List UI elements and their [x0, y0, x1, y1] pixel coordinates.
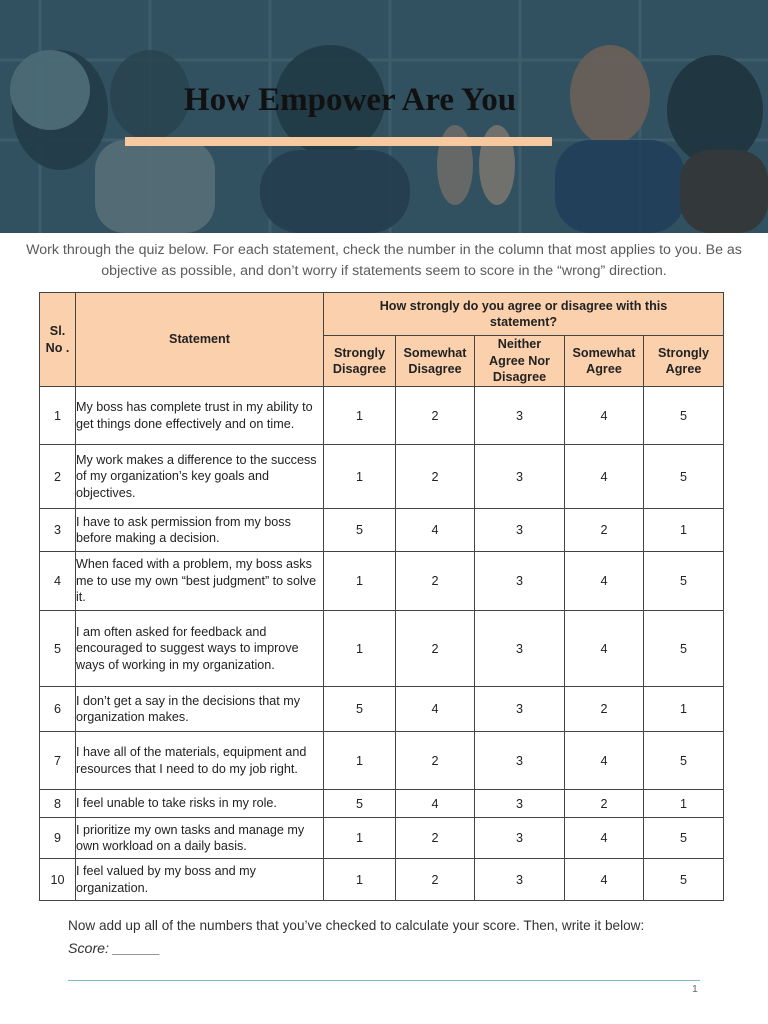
score-option[interactable]: 4: [565, 818, 644, 859]
score-option[interactable]: 5: [324, 790, 396, 818]
row-number: 5: [40, 611, 76, 687]
score-option[interactable]: 3: [475, 687, 565, 732]
score-option[interactable]: 3: [475, 818, 565, 859]
row-statement: I feel valued by my boss and my organization.: [76, 859, 324, 901]
score-option[interactable]: 5: [644, 552, 724, 611]
score-option[interactable]: 5: [644, 387, 724, 445]
row-number: 8: [40, 790, 76, 818]
row-statement: When faced with a problem, my boss asks me to use my own “best judgment” to solve it.: [76, 552, 324, 611]
score-option[interactable]: 5: [324, 687, 396, 732]
score-option[interactable]: 1: [324, 732, 396, 790]
table-row: [40, 552, 724, 611]
table-row: [40, 687, 724, 732]
score-option[interactable]: 4: [396, 687, 475, 732]
score-option[interactable]: 5: [644, 732, 724, 790]
score-option[interactable]: 5: [324, 509, 396, 552]
score-instruction: Now add up all of the numbers that you’ve checked to calculate your score. Then, write it below:: [68, 918, 645, 933]
score-option[interactable]: 4: [565, 387, 644, 445]
row-statement: My work makes a difference to the success of my organization’s key goals and objectives.: [76, 445, 324, 509]
row-number: 2: [40, 445, 76, 509]
row-number: 10: [40, 859, 76, 901]
score-option[interactable]: 4: [565, 859, 644, 901]
score-option[interactable]: 5: [644, 859, 724, 901]
header-banner: [0, 0, 768, 233]
header-strongly-agree: Strongly Agree: [644, 336, 724, 387]
row-number: 1: [40, 387, 76, 445]
score-option[interactable]: 2: [565, 790, 644, 818]
score-option[interactable]: 2: [396, 552, 475, 611]
score-option[interactable]: 2: [396, 611, 475, 687]
header-serial-number: Sl. No .: [40, 293, 76, 387]
score-option[interactable]: 1: [644, 687, 724, 732]
score-field[interactable]: Score: ______: [68, 941, 161, 957]
score-option[interactable]: 3: [475, 611, 565, 687]
row-statement: I prioritize my own tasks and manage my own workload on a daily basis.: [76, 818, 324, 859]
score-option[interactable]: 4: [565, 445, 644, 509]
score-option[interactable]: 3: [475, 445, 565, 509]
row-statement: I am often asked for feedback and encouraged to suggest ways to improve ways of working in my organization.: [76, 611, 324, 687]
score-option[interactable]: 2: [396, 732, 475, 790]
score-option[interactable]: 2: [565, 509, 644, 552]
score-option[interactable]: 1: [324, 552, 396, 611]
row-statement: My boss has complete trust in my ability to get things done effectively and on time.: [76, 387, 324, 445]
score-option[interactable]: 5: [644, 611, 724, 687]
header-somewhat-disagree: Somewhat Disagree: [396, 336, 475, 387]
table-row: [40, 790, 724, 818]
row-number: 4: [40, 552, 76, 611]
score-option[interactable]: 3: [475, 859, 565, 901]
row-number: 3: [40, 509, 76, 552]
quiz-table: [39, 292, 724, 901]
intro-text: Work through the quiz below. For each statement, check the number in the column that most applies to you. Be as objective as possible, and don’t worry if statements seem to score in the “wrong” direction.: [26, 242, 742, 279]
score-option[interactable]: 5: [644, 445, 724, 509]
score-option[interactable]: 2: [396, 818, 475, 859]
row-statement: I have all of the materials, equipment and resources that I need to do my job right.: [76, 732, 324, 790]
header-statement: Statement: [76, 293, 324, 387]
score-option[interactable]: 1: [324, 611, 396, 687]
table-row: [40, 445, 724, 509]
score-option[interactable]: 3: [475, 790, 565, 818]
score-option[interactable]: 1: [324, 387, 396, 445]
score-option[interactable]: 3: [475, 509, 565, 552]
score-option[interactable]: 5: [644, 818, 724, 859]
score-option[interactable]: 4: [565, 611, 644, 687]
table-row: [40, 859, 724, 901]
footer-divider: [68, 980, 700, 981]
table-row: [40, 387, 724, 445]
score-option[interactable]: 1: [324, 859, 396, 901]
header-neither: Neither Agree Nor Disagree: [475, 336, 565, 387]
score-option[interactable]: 4: [396, 509, 475, 552]
row-statement: I have to ask permission from my boss before making a decision.: [76, 509, 324, 552]
row-statement: I don’t get a say in the decisions that my organization makes.: [76, 687, 324, 732]
score-option[interactable]: 2: [565, 687, 644, 732]
title-underline-bar: [125, 137, 552, 146]
row-number: 6: [40, 687, 76, 732]
score-option[interactable]: 1: [644, 790, 724, 818]
score-option[interactable]: 2: [396, 445, 475, 509]
score-option[interactable]: 1: [644, 509, 724, 552]
score-option[interactable]: 2: [396, 387, 475, 445]
score-option[interactable]: 4: [565, 732, 644, 790]
row-number: 9: [40, 818, 76, 859]
table-row: [40, 818, 724, 859]
page-title: How Empower Are You: [183, 82, 517, 118]
table-row: [40, 732, 724, 790]
header-strongly-disagree: Strongly Disagree: [324, 336, 396, 387]
score-option[interactable]: 1: [324, 818, 396, 859]
row-number: 7: [40, 732, 76, 790]
score-option[interactable]: 1: [324, 445, 396, 509]
score-option[interactable]: 3: [475, 387, 565, 445]
score-option[interactable]: 4: [565, 552, 644, 611]
table-row: [40, 611, 724, 687]
score-option[interactable]: 4: [396, 790, 475, 818]
row-statement: I feel unable to take risks in my role.: [76, 790, 324, 818]
score-option[interactable]: 2: [396, 859, 475, 901]
header-agreement-scale: How strongly do you agree or disagree with this statement?: [324, 293, 724, 336]
score-option[interactable]: 3: [475, 552, 565, 611]
header-somewhat-agree: Somewhat Agree: [565, 336, 644, 387]
table-row: [40, 509, 724, 552]
page-number: 1: [692, 983, 698, 995]
score-option[interactable]: 3: [475, 732, 565, 790]
